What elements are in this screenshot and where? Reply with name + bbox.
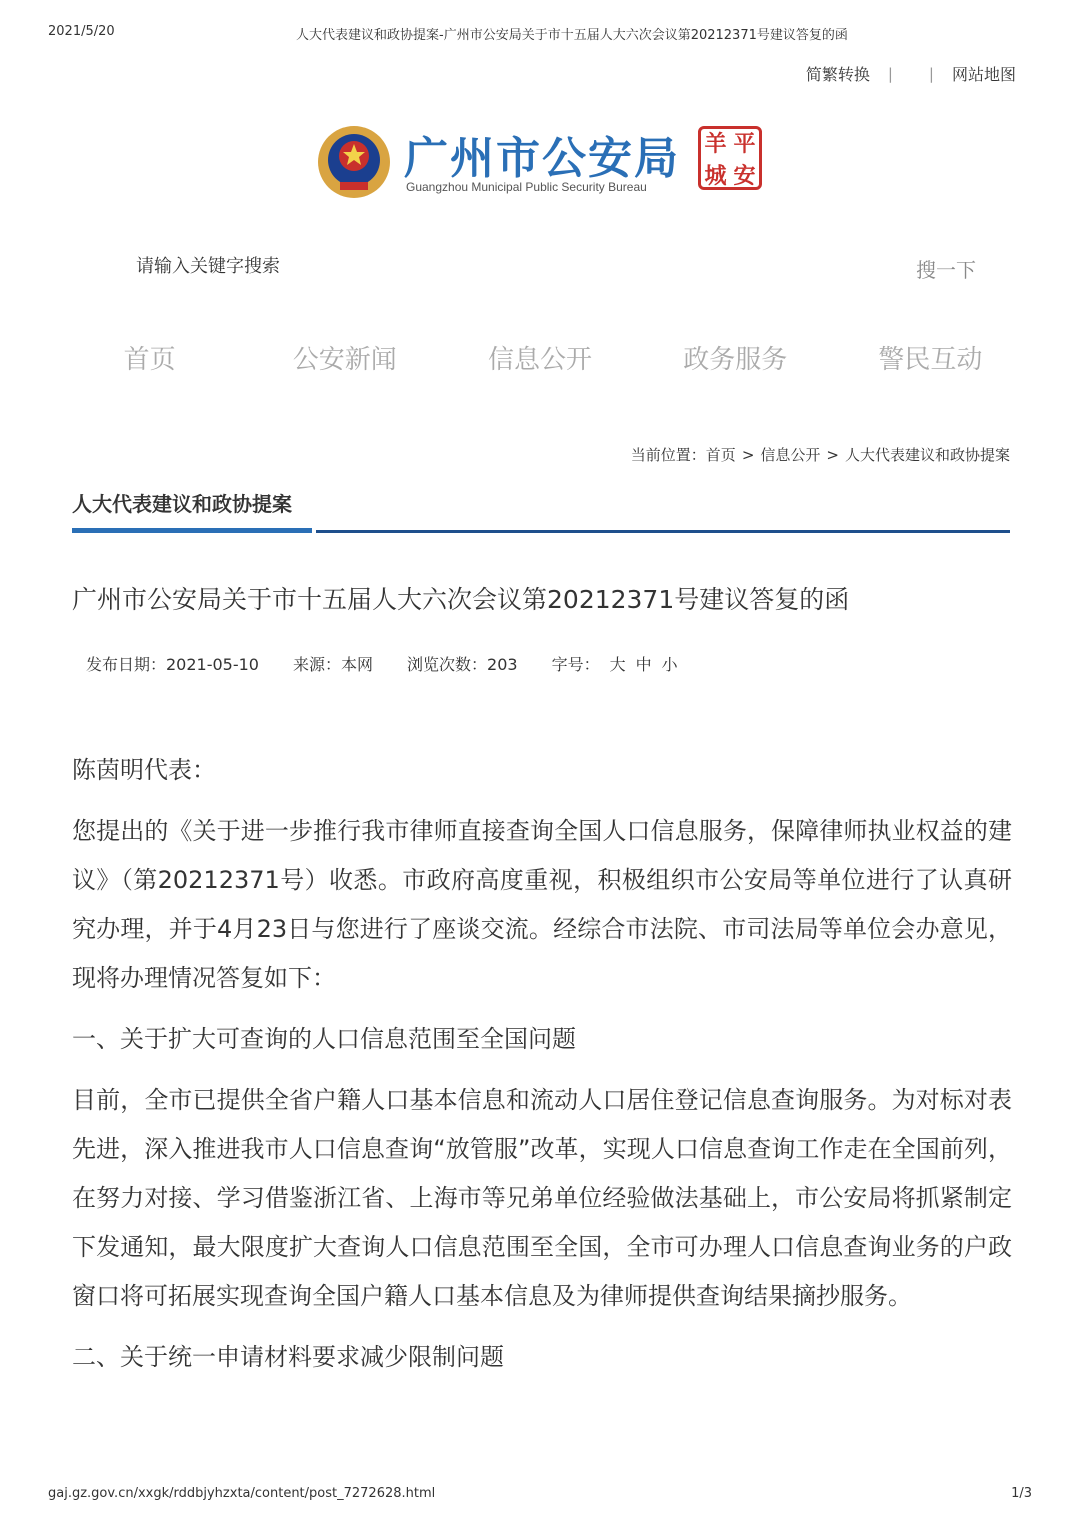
salutation: 陈茵明代表： [72, 756, 216, 784]
seal-char: 安 [733, 164, 756, 189]
article-source: 来源：本网 [293, 655, 374, 674]
print-page-title: 人大代表建议和政协提案-广州市公安局关于市十五届人大六次会议第20212371号建议答复的函 [296, 28, 848, 43]
seal-char: 城 [704, 164, 727, 189]
simplified-traditional-link[interactable]: 简繁转换 [805, 65, 870, 84]
view-count: 浏览次数：203 [407, 655, 518, 674]
breadcrumb-current[interactable]: 人大代表建议和政协提案 [844, 446, 1010, 464]
article-meta [86, 652, 678, 675]
seal-char: 羊 [704, 132, 727, 157]
section-title: 人大代表建议和政协提案 [72, 492, 292, 516]
site-logo[interactable] [316, 118, 776, 210]
nav-police-public-interaction[interactable]: 警民互动 [878, 345, 983, 375]
article-paragraph: 目前，全市已提供全省户籍人口基本信息和流动人口居住登记信息查询服务。为对标对表先进，深入推进我市人口信息查询“放管服”改革，实现人口信息查询工作走在全国前列，在努力对接、学习借鉴浙江省、上海市等兄弟单位经验做法基础上，市公安局将抓紧制定下发通知，最大限度扩大查询人口信息范围至全国，全市可办理人口信息查询业务的户政窗口将可拓展实现查询全国户籍人口基本信息及为律师提供查询结果摘抄服务。 [72, 1086, 1012, 1310]
font-size-medium-button[interactable]: 中 [635, 655, 652, 674]
nav-home[interactable]: 首页 [123, 345, 176, 375]
breadcrumb-info-disclosure[interactable]: 信息公开 [760, 446, 821, 464]
font-size-label: 字号： [551, 655, 600, 674]
print-page-number: 1/3 [1011, 1486, 1032, 1501]
logo-name-cn: 广州市公安局 [404, 133, 680, 184]
article-body [72, 746, 1012, 1394]
article-paragraph: 您提出的《关于进一步推行我市律师直接查询全国人口信息服务，保障律师执业权益的建议》（第20212371号）收悉。市政府高度重视，积极组织市公安局等单位进行了认真研究办理，并于4月23日与您进行了座谈交流。经综合市法院、市司法局等单位会办意见，现将办理情况答复如下： [72, 817, 1012, 992]
police-emblem-icon [316, 124, 392, 200]
separator: | [928, 64, 934, 83]
breadcrumb [631, 444, 1010, 465]
breadcrumb-home[interactable]: 首页 [705, 446, 736, 464]
yangcheng-pingan-seal [698, 126, 762, 190]
search-button[interactable]: 搜一下 [896, 252, 996, 284]
font-size-small-button[interactable]: 小 [661, 655, 678, 674]
article-title: 广州市公安局关于市十五届人大六次会议第20212371号建议答复的函 [72, 585, 850, 614]
print-footer-url: gaj.gz.gov.cn/xxgk/rddbjyhzxta/content/post_7272628.html [48, 1486, 436, 1501]
section-divider-accent [72, 528, 312, 533]
print-date: 2021/5/20 [48, 24, 115, 39]
article-heading: 二、关于统一申请材料要求减少限制问题 [72, 1343, 504, 1371]
article-heading: 一、关于扩大可查询的人口信息范围至全国问题 [72, 1025, 576, 1053]
separator: | [887, 64, 893, 83]
nav-gov-services[interactable]: 政务服务 [683, 345, 788, 375]
sitemap-link[interactable]: 网站地图 [951, 65, 1016, 84]
font-size-large-button[interactable]: 大 [609, 655, 626, 674]
breadcrumb-separator: > [741, 446, 755, 464]
breadcrumb-prefix: 当前位置： [630, 446, 706, 464]
publish-date: 发布日期：2021-05-10 [86, 655, 259, 674]
main-nav [52, 340, 1028, 380]
nav-police-news[interactable]: 公安新闻 [292, 345, 397, 375]
search-input[interactable] [120, 250, 712, 282]
top-links [806, 62, 1016, 85]
breadcrumb-separator: > [826, 446, 839, 464]
logo-name-en: Guangzhou Municipal Public Security Bureau [406, 180, 647, 194]
section-divider [316, 530, 1010, 533]
seal-char: 平 [733, 132, 756, 157]
nav-info-disclosure[interactable]: 信息公开 [488, 345, 593, 375]
